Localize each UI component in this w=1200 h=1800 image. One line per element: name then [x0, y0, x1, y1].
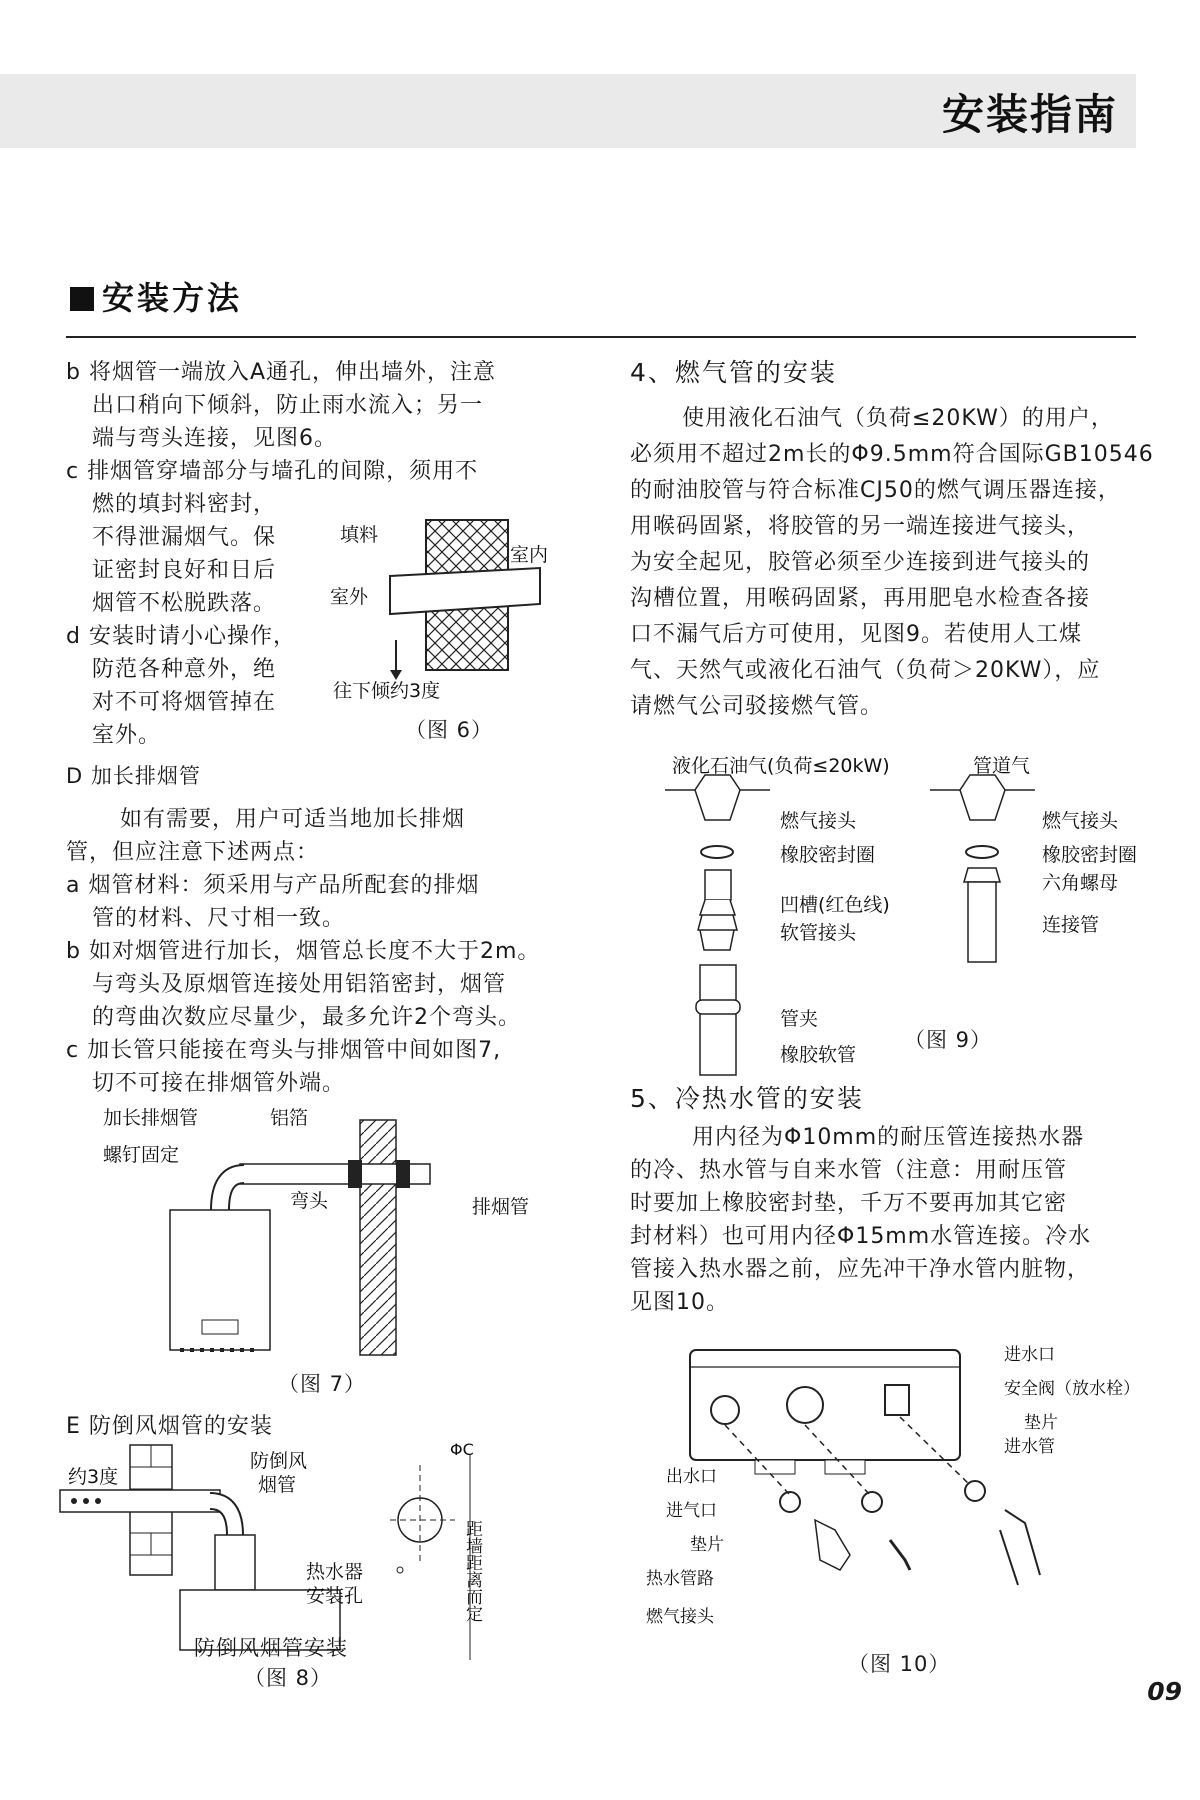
section-title-text: 安装方法: [102, 279, 243, 317]
fig8-anti-pipe-label-1: 防倒风: [250, 1450, 308, 1472]
text-line: 切不可接在排烟管外端。: [92, 1071, 346, 1096]
gas-heading: 4、燃气管的安装: [630, 358, 837, 387]
text-line: 管，但应注意下述两点：: [66, 840, 320, 865]
text-line: 使用液化石油气（负荷≤20KW）的用户，: [682, 406, 1114, 431]
text-line: 口不漏气后方可使用，见图9。若使用人工煤: [630, 622, 1082, 647]
fig10-caption: （图 10）: [848, 1652, 951, 1676]
text-line: 的弯曲次数应尽量少，最多允许2个弯头。: [92, 1005, 521, 1030]
fig10-gas-in-label: 进气口: [666, 1501, 717, 1521]
fig9-rubber-ring-label: 橡胶密封圈: [780, 844, 876, 866]
subheading-E: E 防倒风烟管的安装: [66, 1414, 273, 1439]
right-water-block: [630, 1082, 1091, 1319]
text-line: c 加长管只能接在弯头与排烟管中间如图7,: [66, 1038, 502, 1063]
fig10-inlet-pipe-label: 进水管: [1004, 1437, 1055, 1457]
text-line: 管的材料、尺寸相一致。: [92, 906, 346, 931]
text-line: 用喉码固紧，将胶管的另一端连接进气接头，: [630, 514, 1091, 539]
text-line: 证密封良好和日后: [92, 558, 277, 583]
fig9-conn-pipe-label: 连接管: [1042, 914, 1100, 936]
fig7-extension-diagram: [160, 1120, 520, 1380]
fig6-caption: （图 6）: [405, 718, 494, 742]
text-line: 请燃气公司驳接燃气管。: [630, 694, 884, 719]
text-line: 用内径为Φ10mm的耐压管连接热水器: [692, 1125, 1085, 1150]
text-line: 气、天然气或液化石油气（负荷＞20KW），应: [630, 658, 1101, 683]
page-number: 09: [1147, 1677, 1182, 1706]
fig8-caption-title: 防倒风烟管安装: [194, 1636, 348, 1660]
text-line: 的耐油胶管与符合标准CJ50的燃气调压器连接，: [630, 478, 1121, 503]
fig9-rubber-ring-label-2: 橡胶密封圈: [1042, 844, 1138, 866]
text-line: 如有需要，用户可适当地加长排烟: [120, 807, 466, 832]
text-line: 防范各种意外，绝: [92, 657, 277, 682]
fig9-clamp-label: 管夹: [780, 1008, 819, 1030]
square-bullet-icon: [70, 287, 94, 311]
fig7-flue-label: 排烟管: [472, 1196, 530, 1218]
fig8-hole-label-1: 热水器: [306, 1561, 364, 1583]
fig9-hose-label: 橡胶软管: [780, 1044, 857, 1066]
fig6-fill-label: 填料: [340, 524, 379, 546]
fig7-caption: （图 7）: [278, 1372, 367, 1396]
text-line: 烟管不松脱跌落。: [92, 591, 277, 616]
fig9-gas-connection-diagram: [660, 770, 1080, 1080]
header-band: [0, 74, 1136, 148]
text-line: a 烟管材料：须采用与产品所配套的排烟: [66, 873, 480, 898]
water-heading: 5、冷热水管的安装: [630, 1084, 864, 1113]
text-line: b 将烟管一端放入A通孔，伸出墙外，注意: [66, 360, 497, 385]
text-line: 封材料）也可用内径Φ15mm水管连接。冷水: [630, 1224, 1092, 1249]
fig8-hole-label-2: 安装孔: [306, 1585, 364, 1607]
text-line: b 如对烟管进行加长，烟管总长度不大于2m。: [66, 939, 541, 964]
page-header-title: 安装指南: [941, 90, 1118, 139]
fig7-screw-label: 螺钉固定: [103, 1144, 180, 1166]
fig7-foil-label: 铝箔: [270, 1107, 309, 1129]
text-line: 不得泄漏烟气。保: [92, 525, 277, 550]
text-line: c 排烟管穿墙部分与墙孔的间隙，须用不: [66, 459, 479, 484]
text-line: 出口稍向下倾斜，防止雨水流入；另一: [92, 393, 484, 418]
text-line: 燃的填封料密封，: [92, 492, 277, 517]
text-line: 见图10。: [630, 1290, 729, 1315]
fig10-water-in-label: 进水口: [1004, 1345, 1055, 1365]
fig7-ext-pipe-label: 加长排烟管: [103, 1107, 199, 1129]
fig8-caption: （图 8）: [244, 1666, 333, 1690]
fig6-indoor-label: 室内: [510, 544, 549, 566]
fig9-groove-label: 凹槽(红色线): [780, 894, 890, 916]
left-D-block: [66, 760, 540, 1100]
text-line: d 安装时请小心操作，: [66, 624, 296, 649]
fig9-hose-joint-label: 软管接头: [780, 922, 857, 944]
fig10-hot-pipe-label: 热水管路: [646, 1569, 714, 1589]
fig8-angle-label: 约3度: [68, 1466, 119, 1488]
text-line: 端与弯头连接，见图6。: [92, 426, 337, 451]
fig10-water-out-label: 出水口: [666, 1467, 717, 1487]
fig8-wall-dist-label: 距墙距离而定: [462, 1520, 482, 1622]
text-line: 沟槽位置，用喉码固紧，再用肥皂水检查各接: [630, 586, 1091, 611]
subheading-D: D 加长排烟管: [66, 764, 201, 788]
fig10-safety-valve-label: 安全阀（放水栓）: [1004, 1379, 1140, 1399]
fig10-gas-joint-label: 燃气接头: [646, 1607, 714, 1627]
fig8-phi-label: ΦC: [450, 1440, 474, 1459]
text-line: 必须用不超过2m长的Φ9.5mm符合国际GB10546: [630, 442, 1154, 467]
section-title: [70, 273, 242, 319]
text-line: 对不可将烟管掉在: [92, 690, 277, 715]
fig9-pipeline-label: 管道气: [973, 755, 1031, 777]
text-line: 管接入热水器之前，应先冲干净水管内脏物，: [630, 1257, 1091, 1282]
text-line: 时要加上橡胶密封垫，千万不要再加其它密: [630, 1191, 1068, 1216]
fig7-elbow-label: 弯头: [290, 1190, 329, 1212]
fig8-anti-pipe-label-2: 烟管: [258, 1474, 297, 1496]
section-divider: [66, 336, 1136, 338]
fig9-caption: （图 9）: [904, 1028, 993, 1052]
fig9-lpg-label: 液化石油气(负荷≤20kW): [672, 755, 890, 777]
text-line: 的冷、热水管与自来水管（注意：用耐压管: [630, 1158, 1068, 1183]
text-line: 为安全起见，胶管必须至少连接到进气接头的: [630, 550, 1091, 575]
fig9-hex-nut-label: 六角螺母: [1042, 872, 1119, 894]
fig9-gas-joint-label: 燃气接头: [780, 810, 857, 832]
fig10-gasket-label-right: 垫片: [1024, 1413, 1058, 1433]
fig10-water-connection-diagram: [640, 1345, 1060, 1645]
right-gas-block: [630, 356, 1154, 725]
fig6-tilt-label: 往下倾约3度: [333, 680, 441, 702]
fig9-gas-joint-label-2: 燃气接头: [1042, 810, 1119, 832]
fig6-outdoor-label: 室外: [330, 586, 369, 608]
fig10-gasket-label-left: 垫片: [690, 1535, 724, 1555]
text-line: 室外。: [92, 723, 162, 748]
text-line: 与弯头及原烟管连接处用铝箔密封，烟管: [92, 972, 507, 997]
